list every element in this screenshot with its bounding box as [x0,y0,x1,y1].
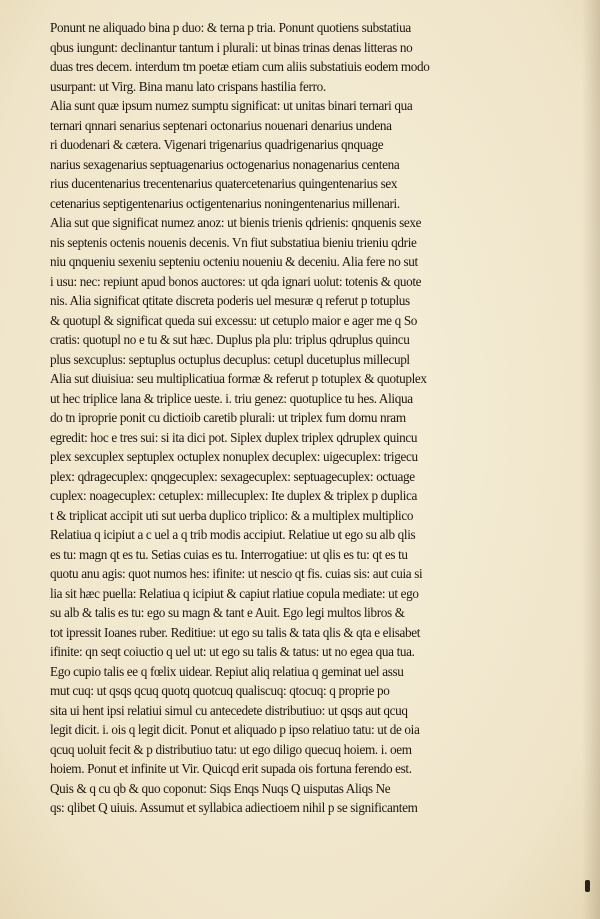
text-line: rius ducentenarius trecentenarius quatercetenarius quingentenarius sex [50,176,398,191]
margin-mark [585,880,590,892]
text-line: hoiem. Ponut et infinite ut Vir. Quicqd erit supada ois fortuna ferendo est. [50,761,412,776]
text-block [50,18,580,818]
text-line: nis. Alia significat qtitate discreta poderis uel mesuræ q referut p totuplus [50,293,410,308]
text-line: cuplex: noagecuplex: cetuplex: millecuplex: Ite duplex & triplex p duplica [50,488,418,503]
text-line: qbus iungunt: declinantur tantum i plurali: ut binas trinas denas litteras no [50,39,413,55]
text-line: usurpant: ut Virg. Bina manu lato crispans hastilia ferro. [50,78,326,94]
text-line: plus sexcuplus: septuplus octuplus decuplus: cetupl ducetuplus millecupl [50,351,410,367]
text-line: ut hec triplice lana & triplice ueste. i. triu genez: quotuplice tu hes. Aliqua [50,390,413,406]
text-line: es tu: magn qt es tu. Setias cuias es tu. Interrogatiue: ut qlis es tu: qt es tu [50,546,408,562]
text-line: mut cuq: ut qsqs qcuq quotq quotcuq qualiscuq: qtocuq: q proprie po [50,683,390,698]
text-line: ifinite: qn seqt coiuctio q uel ut: ut ego su talis & tatus: ut no egea qua tua. [50,644,415,659]
text-line: plex: qdragecuplex: qnqgecuplex: sexagecuplex: septuagecuplex: octuage [50,468,415,484]
text-line: nis septenis octenis nouenis decenis. Vn fiut substatiua bieniu trieniu qdrie [50,234,417,250]
text-line: t & triplicat accipit uti sut uerba duplico triplico: & a multiplex multiplico [50,507,414,523]
text-line: duas tres decem. interdum tm poetæ etiam cum aliis substatiuis eodem modo [50,59,430,74]
text-line: Ponunt ne aliquado bina p duo: & terna p tria. Ponunt quotiens substatiua [50,20,411,35]
text-line: Quis & q cu qb & quo coponut: Siqs Enqs Nuqs Q uisputas Aliqs Ne [50,780,391,796]
text-line: legit dicit. i. ois q legit dicit. Ponut et aliquado p ipso relatiuo tatu: ut de oia [50,722,420,737]
text-line: & quotupl & significat queda sui excessu: ut cetuplo maior e ager me q So [50,312,418,328]
text-line: ternari qnnari senarius septenari octonarius nouenari denarius undena [50,117,392,133]
text-line: ri duodenari & cætera. Vigenari trigenarius quadrigenarius qnquage [50,137,384,152]
text-line: i usu: nec: repiunt apud bonos auctores: ut qda ignari uolut: totenis & quote [50,273,422,289]
page-edge-shadow [582,0,600,919]
text-line: plex sexcuplex septuplex octuplex nonuplex decuplex: uigecuplex: trigecu [50,449,418,464]
text-line: Relatiua q icipiut a c uel a q trib modis accipiut. Relatiue ut ego su alb qlis [50,527,416,542]
text-line: cratis: quotupl no e tu & sut hæc. Duplus pla plu: triplus qdruplus quincu [50,332,410,347]
text-line: cetenarius septigentenarius octigentenarius noningentenarius millenari. [50,195,400,211]
text-line: lia sit hæc puella: Relatiua q icipiut & capiut rlatiue copula mediate: ut ego [50,585,419,601]
text-line: tot ipressit Ioanes ruber. Reditiue: ut ego su talis & tata qlis & qta e elisabet [50,624,421,640]
text-line: qs: qlibet Q uiuis. Assumut et syllabica adiectioem nihil p se significantem [50,800,418,815]
text-line: narius sexagenarius septuagenarius octogenarius nonagenarius centena [50,156,400,172]
text-line: Alia sut que significat numez anoz: ut bienis trienis qdrienis: qnquenis sexe [50,215,422,230]
text-line: Alia sut diuisiua: seu multiplicatiua formæ & referut p totuplex & quotuplex [50,371,427,386]
text-line: su alb & talis es tu: ego su magn & tant e Auit. Ego legi multos libros & [50,605,405,620]
text-line: sita ui hent ipsi relatiui simul cu antecedete distributiuo: ut qsqs aut qcuq [50,702,408,718]
text-line: do tn iproprie ponit cu dictioib caretib plurali: ut triplex fum domu nram [50,410,406,425]
text-line: egredit: hoc e tres sui: si ita dici pot. Siplex duplex triplex qdruplex quincu [50,429,418,445]
text-line: quotu anu agis: quot numos hes: ifinite: ut nescio qt fis. cuias sis: aut cuia si [50,566,423,581]
text-line: niu qnqueniu sexeniu septeniu octeniu noueniu & deceniu. Alia fere no sut [50,254,418,269]
text-line: Ego cupio talis ee q fœlix uidear. Repiut aliq relatiua q geminat uel assu [50,663,404,679]
text-line: qcuq uoluit fecit & p distributiuo tatu: ut ego diligo quecuq hoiem. i. oem [50,741,412,757]
text-line: Alia sunt quæ ipsum numez sumptu significat: ut unitas binari ternari qua [50,98,413,113]
